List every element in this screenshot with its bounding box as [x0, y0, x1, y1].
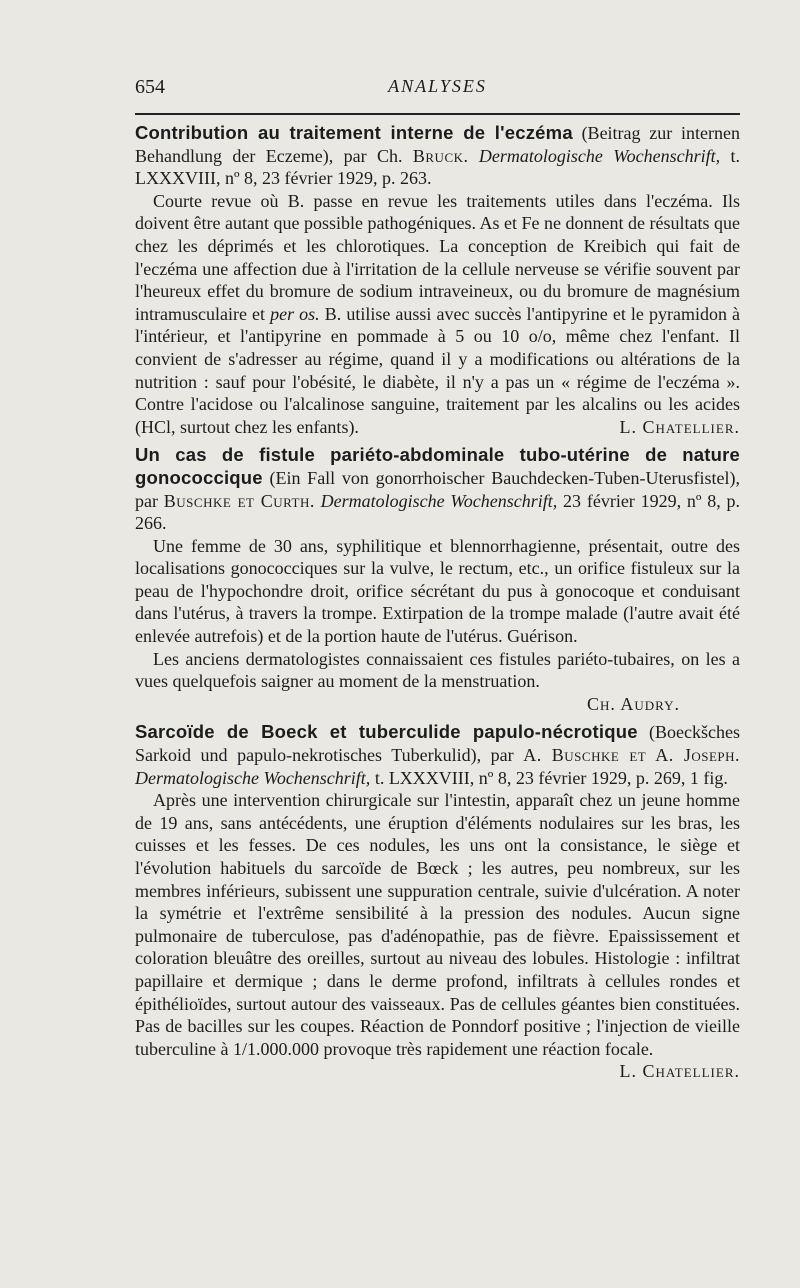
body-text: B. utilise aussi avec succès l'antipyrine et le pyramidon à l'intérieur, et l'antipyrine en pommade à 5 ou 10 o/o, même chez l'enfant. Il convient de s'adresser au régime, quand il y a modifications ou altérations de la nutrition : sauf pour l'obésité, le diabète, il n'y a pas un « régime de l'eczéma ». Contre l'acidose ou l'alcalinose sanguine, traitement par les alcalins ou les acides (HCl, surtout chez les enfants).: [135, 303, 741, 437]
page-number: 654: [135, 76, 165, 98]
abstract-reference: [135, 122, 740, 190]
body-emphasis: per os.: [270, 303, 320, 324]
reviewer-signature: Ch. Audry.: [586, 693, 680, 714]
reviewer-signature: L. Chatellier.: [619, 416, 740, 437]
reference-details: 23 février 1929, nº 8, p. 266.: [135, 490, 741, 534]
journal-name: Dermatologische Wochenschrift,: [320, 490, 558, 511]
reviewer-signature: L. Chatellier.: [619, 1061, 740, 1082]
author-name: Buschke et Curth.: [163, 490, 315, 511]
abstract-entry: [135, 122, 740, 438]
abstract-entry: [135, 444, 740, 715]
abstract-title: Un cas de fistule pariéto-abdominale tubo-utérine de nature gonococcique: [135, 444, 740, 488]
author-name: Bruck.: [412, 145, 469, 166]
reference-details: t. LXXXVIII, nº 8, 23 février 1929, p. 269, 1 fig.: [370, 767, 728, 788]
header-rule: [135, 113, 740, 115]
abstract-title: Contribution au traitement interne de l'eczéma: [135, 122, 573, 143]
page-header: [135, 76, 740, 106]
author-name: A. Buschke et A. Joseph.: [523, 745, 741, 766]
article-column: [135, 122, 740, 1089]
reference-separator: [469, 146, 479, 166]
reference-text: (Boeckšches Sarkoid und papulo-nekrotisches Tuberkulid), par: [135, 722, 740, 766]
journal-name: Dermatologische Wochenschrift,: [478, 145, 721, 166]
abstract-title: Sarcoïde de Boeck et tuberculide papulo-nécrotique: [135, 721, 638, 743]
abstract-reference: [135, 444, 740, 534]
reference-text: (Ein Fall von gonorrhoischer Bauchdecken-Tuben-Uterusfistel), par: [135, 467, 740, 511]
abstract-reference: [135, 721, 740, 789]
running-title: ANALYSES: [388, 76, 487, 96]
reference-text: (Beitrag zur internen Behandlung der Eczeme), par Ch.: [135, 123, 740, 166]
abstract-body: Une femme de 30 ans, syphilitique et blennorrhagienne, présentait, outre des localisations gonococciques sur la vulve, le rectum, etc., un orifice fistuleux sur la peau de l'hypochondre droit, orifice sécrétant du pus à gonocoque et conduisant dans l'utérus, à travers la trompe. Extirpation de la trompe malade (l'autre avait été enlevée autrefois) et de la portion haute de l'utérus. Guérison.: [135, 535, 740, 647]
journal-name: Dermatologische Wochenschrift,: [135, 767, 371, 788]
reference-details: t. LXXXVIII, nº 8, 23 février 1929, p. 263.: [135, 145, 741, 189]
abstract-body: [135, 789, 740, 1083]
abstract-entry: [135, 721, 740, 1083]
body-text: Courte revue où B. passe en revue les traitements utiles dans l'eczéma. Ils doivent être autant que possible pathogéniques. As et Fe ne donnent de résultats que chez les déprimés et les chlorotiques. La conception de Kreibich qui fait de l'eczéma une affection due à l'irritation de la cellule nerveuse se vérifie souvent par l'heureux effet du bromure de sodium intraveineux, ou du bromure de magnésium intramusculaire et: [135, 190, 740, 324]
body-text: Après une intervention chirurgicale sur l'intestin, apparaît chez un jeune homme de 19 ans, sans antécédents, une éruption d'éléments nodulaires sur les bras, les cuisses et les fesses. De ces nodules, les uns ont la consistance, le siège et l'évolution habituels du sarcoïde de Bœck ; les autres, peu nombreux, sur les membres inférieurs, subissent une suppuration centrale, suivie d'ulcération. A noter la symétrie et l'extrême sensibilité à la pression des nodules. Aucun signe pulmonaire de tuberculose, pas d'adénopathie, pas de fièvre. Epaississement et coloration bleuâtre des oreilles, surtout au niveau des lobules. Histologie : infiltrat papillaire et dermique ; dans le derme profond, infiltrats à cellules rondes et épithélioïdes, surtout autour des vaisseaux. Pas de cellules géantes bien constituées. Pas de bacilles sur les coupes. Réaction de Ponndorf positive ; l'injection de vieille tuberculine à 1/1.000.000 provoque très rapidement une réaction focale.: [135, 790, 740, 1059]
abstract-body: [135, 190, 740, 439]
abstract-body: Les anciens dermatologistes connaissaient ces fistules pariéto-tubaires, on les a vues quelquefois saigner au moment de la menstruation.: [135, 648, 740, 692]
